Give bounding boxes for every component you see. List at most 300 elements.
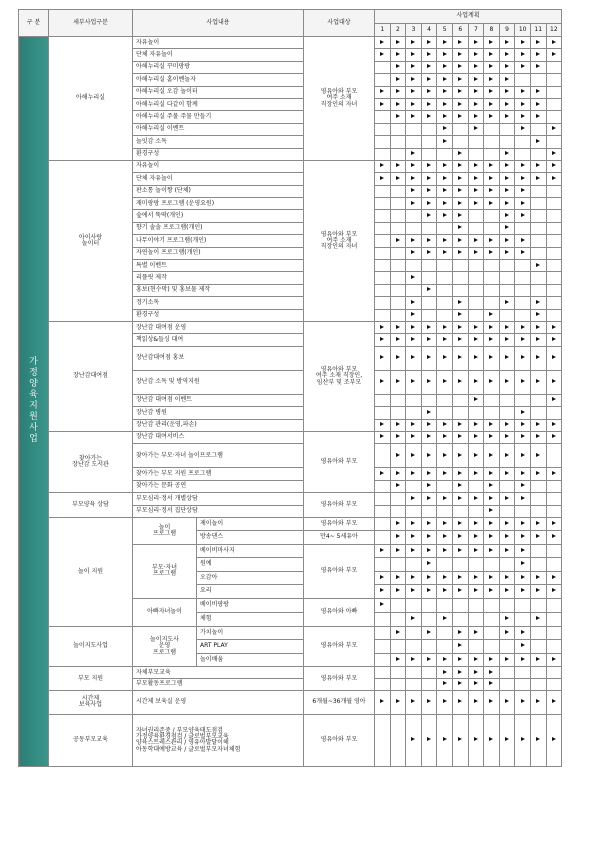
month-cell-4 <box>421 247 437 259</box>
scheduled-marker-icon <box>396 89 400 93</box>
scheduled-marker-icon <box>411 657 415 661</box>
month-cell-10 <box>515 505 531 517</box>
scheduled-marker-icon <box>427 483 431 487</box>
month-cell-9 <box>499 679 515 691</box>
month-cell-6 <box>452 419 468 431</box>
month-cell-1 <box>375 185 391 197</box>
month-cell-8 <box>484 74 500 86</box>
scheduled-marker-icon <box>489 508 493 512</box>
month-cell-2 <box>390 98 406 110</box>
scheduled-marker-icon <box>396 575 400 579</box>
month-cell-5 <box>437 272 453 284</box>
month-cell-7 <box>468 222 484 234</box>
month-cell-3 <box>406 37 422 49</box>
month-cell-9 <box>499 480 515 492</box>
month-cell-2 <box>390 160 406 172</box>
scheduled-marker-icon <box>380 699 384 703</box>
month-cell-10 <box>515 598 531 612</box>
month-cell-12 <box>546 160 562 172</box>
month-cell-8 <box>484 679 500 691</box>
scheduled-marker-icon <box>521 355 525 359</box>
month-cell-10 <box>515 297 531 309</box>
scheduled-marker-icon <box>380 422 384 426</box>
scheduled-marker-icon <box>458 548 462 552</box>
scheduled-marker-icon <box>427 630 431 634</box>
scheduled-marker-icon <box>474 77 478 81</box>
month-cell-11 <box>530 98 546 110</box>
month-cell-11 <box>530 505 546 517</box>
scheduled-marker-icon <box>427 588 431 592</box>
month-cell-8 <box>484 321 500 333</box>
month-cell-8 <box>484 690 500 714</box>
scheduled-marker-icon <box>380 52 384 56</box>
month-cell-3 <box>406 185 422 197</box>
activity-label: 요리 <box>197 585 304 599</box>
scheduled-marker-icon <box>396 77 400 81</box>
scheduled-marker-icon <box>536 657 540 661</box>
month-cell-6 <box>452 558 468 572</box>
month-cell-3 <box>406 679 422 691</box>
month-cell-10 <box>515 370 531 394</box>
month-cell-7 <box>468 297 484 309</box>
month-cell-3 <box>406 370 422 394</box>
month-cell-1 <box>375 626 391 640</box>
scheduled-marker-icon <box>521 588 525 592</box>
month-cell-4 <box>421 480 437 492</box>
scheduled-marker-icon <box>536 300 540 304</box>
month-cell-1 <box>375 531 391 545</box>
month-cell-12 <box>546 309 562 321</box>
month-cell-10 <box>515 334 531 346</box>
scheduled-marker-icon <box>552 699 556 703</box>
business-name: 놀이 지원 <box>49 517 133 626</box>
scheduled-marker-icon <box>521 434 525 438</box>
month-cell-5 <box>437 49 453 61</box>
month-cell-11 <box>530 653 546 667</box>
scheduled-marker-icon <box>505 588 509 592</box>
scheduled-marker-icon <box>443 188 447 192</box>
month-cell-7 <box>468 370 484 394</box>
table-row <box>19 37 562 49</box>
month-cell-7 <box>468 321 484 333</box>
month-cell-4 <box>421 679 437 691</box>
month-cell-5 <box>437 714 453 766</box>
month-cell-5 <box>437 690 453 714</box>
month-header-7: 7 <box>468 24 484 37</box>
month-cell-6 <box>452 626 468 640</box>
month-cell-8 <box>484 309 500 321</box>
month-cell-8 <box>484 585 500 599</box>
scheduled-marker-icon <box>427 287 431 291</box>
month-cell-9 <box>499 690 515 714</box>
month-cell-3 <box>406 210 422 222</box>
category-label-text: 가정양육 지원사업 <box>29 357 38 445</box>
month-cell-4 <box>421 493 437 505</box>
scheduled-marker-icon <box>458 521 462 525</box>
scheduled-marker-icon <box>521 126 525 130</box>
scheduled-marker-icon <box>474 40 478 44</box>
month-cell-8 <box>484 419 500 431</box>
month-cell-2 <box>390 37 406 49</box>
scheduled-marker-icon <box>536 471 540 475</box>
scheduled-marker-icon <box>489 521 493 525</box>
scheduled-marker-icon <box>505 40 509 44</box>
month-cell-4 <box>421 185 437 197</box>
scheduled-marker-icon <box>536 453 540 457</box>
month-cell-7 <box>468 334 484 346</box>
month-cell-12 <box>546 493 562 505</box>
business-name: 시간제 보육사업 <box>49 690 133 714</box>
scheduled-marker-icon <box>380 40 384 44</box>
month-cell-1 <box>375 598 391 612</box>
scheduled-marker-icon <box>411 422 415 426</box>
scheduled-marker-icon <box>505 548 509 552</box>
month-cell-5 <box>437 419 453 431</box>
month-cell-4 <box>421 585 437 599</box>
scheduled-marker-icon <box>489 40 493 44</box>
month-cell-2 <box>390 136 406 148</box>
activity-label: 장난감 병원 <box>133 407 304 419</box>
activity-label: 나무이야기 프로그램(개인) <box>133 235 304 247</box>
month-cell-7 <box>468 505 484 517</box>
scheduled-marker-icon <box>489 89 493 93</box>
month-cell-12 <box>546 558 562 572</box>
month-cell-6 <box>452 571 468 585</box>
month-cell-2 <box>390 480 406 492</box>
activity-label: 제이놀이 <box>197 517 304 531</box>
scheduled-marker-icon <box>521 561 525 565</box>
month-cell-1 <box>375 198 391 210</box>
month-cell-4 <box>421 571 437 585</box>
scheduled-marker-icon <box>536 263 540 267</box>
month-cell-10 <box>515 260 531 272</box>
scheduled-marker-icon <box>474 64 478 68</box>
scheduled-marker-icon <box>427 699 431 703</box>
scheduled-marker-icon <box>411 588 415 592</box>
scheduled-marker-icon <box>427 89 431 93</box>
month-cell-3 <box>406 558 422 572</box>
month-cell-10 <box>515 309 531 321</box>
scheduled-marker-icon <box>411 548 415 552</box>
scheduled-marker-icon <box>443 616 447 620</box>
scheduled-marker-icon <box>536 355 540 359</box>
scheduled-marker-icon <box>458 40 462 44</box>
activity-label: 찾아가는 문화 공연 <box>133 480 304 492</box>
month-cell-9 <box>499 136 515 148</box>
month-cell-1 <box>375 272 391 284</box>
month-cell-3 <box>406 612 422 626</box>
scheduled-marker-icon <box>458 52 462 56</box>
scheduled-marker-icon <box>411 534 415 538</box>
month-cell-11 <box>530 346 546 370</box>
month-cell-12 <box>546 571 562 585</box>
month-cell-8 <box>484 444 500 468</box>
scheduled-marker-icon <box>505 250 509 254</box>
month-cell-1 <box>375 571 391 585</box>
month-cell-2 <box>390 222 406 234</box>
month-cell-3 <box>406 585 422 599</box>
month-cell-3 <box>406 284 422 296</box>
scheduled-marker-icon <box>521 114 525 118</box>
month-cell-7 <box>468 123 484 135</box>
month-cell-1 <box>375 235 391 247</box>
scheduled-marker-icon <box>489 575 493 579</box>
scheduled-marker-icon <box>489 681 493 685</box>
scheduled-marker-icon <box>474 325 478 329</box>
month-cell-10 <box>515 222 531 234</box>
month-cell-12 <box>546 370 562 394</box>
scheduled-marker-icon <box>474 397 478 401</box>
month-cell-8 <box>484 260 500 272</box>
scheduled-marker-icon <box>458 496 462 500</box>
month-cell-10 <box>515 517 531 531</box>
scheduled-marker-icon <box>489 355 493 359</box>
scheduled-marker-icon <box>489 163 493 167</box>
month-cell-3 <box>406 468 422 480</box>
month-cell-5 <box>437 148 453 160</box>
scheduled-marker-icon <box>458 325 462 329</box>
month-cell-6 <box>452 444 468 468</box>
scheduled-marker-icon <box>443 737 447 741</box>
month-cell-3 <box>406 394 422 406</box>
scheduled-marker-icon <box>489 670 493 674</box>
month-cell-2 <box>390 49 406 61</box>
month-cell-11 <box>530 493 546 505</box>
month-cell-2 <box>390 235 406 247</box>
scheduled-marker-icon <box>458 355 462 359</box>
scheduled-marker-icon <box>505 213 509 217</box>
month-cell-6 <box>452 260 468 272</box>
month-cell-1 <box>375 49 391 61</box>
scheduled-marker-icon <box>536 737 540 741</box>
scheduled-marker-icon <box>443 89 447 93</box>
scheduled-marker-icon <box>552 52 556 56</box>
month-cell-1 <box>375 493 391 505</box>
month-cell-12 <box>546 74 562 86</box>
month-cell-8 <box>484 86 500 98</box>
month-cell-6 <box>452 185 468 197</box>
scheduled-marker-icon <box>427 213 431 217</box>
scheduled-marker-icon <box>474 188 478 192</box>
month-cell-12 <box>546 148 562 160</box>
scheduled-marker-icon <box>521 238 525 242</box>
month-cell-11 <box>530 679 546 691</box>
scheduled-marker-icon <box>552 422 556 426</box>
month-cell-3 <box>406 136 422 148</box>
month-cell-9 <box>499 558 515 572</box>
month-cell-7 <box>468 74 484 86</box>
scheduled-marker-icon <box>536 434 540 438</box>
scheduled-marker-icon <box>536 588 540 592</box>
month-cell-6 <box>452 74 468 86</box>
scheduled-marker-icon <box>396 40 400 44</box>
month-cell-10 <box>515 690 531 714</box>
month-cell-7 <box>468 235 484 247</box>
month-cell-9 <box>499 407 515 419</box>
month-cell-5 <box>437 210 453 222</box>
month-cell-8 <box>484 571 500 585</box>
month-cell-12 <box>546 272 562 284</box>
scheduled-marker-icon <box>411 114 415 118</box>
activity-label: 가치놀이 <box>197 626 304 640</box>
month-cell-1 <box>375 679 391 691</box>
scheduled-marker-icon <box>396 337 400 341</box>
month-cell-12 <box>546 235 562 247</box>
month-cell-4 <box>421 272 437 284</box>
scheduled-marker-icon <box>411 64 415 68</box>
month-cell-11 <box>530 49 546 61</box>
scheduled-marker-icon <box>380 548 384 552</box>
common-content: 자녀권리존중 / 부모양육태도점검 가정양육환경점검 / 글로벌부모교육 양육스트레스관리 / 영유아발달이해 아동학대예방교육 / 글로벌부모자녀체험 <box>133 714 304 766</box>
month-cell-6 <box>452 531 468 545</box>
month-header-4: 4 <box>421 24 437 37</box>
month-cell-4 <box>421 173 437 185</box>
month-cell-1 <box>375 640 391 654</box>
scheduled-marker-icon <box>474 681 478 685</box>
month-cell-3 <box>406 309 422 321</box>
month-cell-10 <box>515 173 531 185</box>
scheduled-marker-icon <box>505 521 509 525</box>
month-cell-6 <box>452 173 468 185</box>
scheduled-marker-icon <box>505 64 509 68</box>
activity-label: 책읽상&들싱 대여 <box>133 334 304 346</box>
scheduled-marker-icon <box>443 201 447 205</box>
scheduled-marker-icon <box>536 163 540 167</box>
month-cell-10 <box>515 468 531 480</box>
scheduled-marker-icon <box>521 163 525 167</box>
scheduled-marker-icon <box>427 422 431 426</box>
month-cell-8 <box>484 247 500 259</box>
activity-label: 자유놀이 <box>133 160 304 172</box>
scheduled-marker-icon <box>411 616 415 620</box>
scheduled-marker-icon <box>474 737 478 741</box>
scheduled-marker-icon <box>536 521 540 525</box>
month-cell-8 <box>484 517 500 531</box>
month-cell-3 <box>406 321 422 333</box>
scheduled-marker-icon <box>489 453 493 457</box>
month-cell-5 <box>437 394 453 406</box>
scheduled-marker-icon <box>489 434 493 438</box>
scheduled-marker-icon <box>489 102 493 106</box>
month-cell-11 <box>530 444 546 468</box>
scheduled-marker-icon <box>427 410 431 414</box>
scheduled-marker-icon <box>443 379 447 383</box>
month-cell-12 <box>546 198 562 210</box>
category-label <box>19 37 49 767</box>
month-cell-6 <box>452 690 468 714</box>
month-cell-11 <box>530 235 546 247</box>
scheduled-marker-icon <box>427 40 431 44</box>
month-cell-12 <box>546 531 562 545</box>
month-cell-3 <box>406 160 422 172</box>
month-cell-4 <box>421 612 437 626</box>
scheduled-marker-icon <box>474 453 478 457</box>
scheduled-marker-icon <box>411 188 415 192</box>
month-cell-11 <box>530 148 546 160</box>
month-cell-2 <box>390 284 406 296</box>
scheduled-marker-icon <box>458 188 462 192</box>
month-cell-9 <box>499 531 515 545</box>
month-cell-2 <box>390 531 406 545</box>
month-cell-1 <box>375 61 391 73</box>
scheduled-marker-icon <box>521 40 525 44</box>
month-cell-12 <box>546 61 562 73</box>
scheduled-marker-icon <box>458 225 462 229</box>
month-cell-9 <box>499 612 515 626</box>
scheduled-marker-icon <box>427 548 431 552</box>
scheduled-marker-icon <box>443 471 447 475</box>
scheduled-marker-icon <box>505 163 509 167</box>
month-cell-8 <box>484 160 500 172</box>
scheduled-marker-icon <box>489 77 493 81</box>
month-cell-1 <box>375 86 391 98</box>
scheduled-marker-icon <box>521 64 525 68</box>
month-cell-4 <box>421 210 437 222</box>
month-cell-5 <box>437 98 453 110</box>
month-cell-9 <box>499 111 515 123</box>
month-cell-11 <box>530 247 546 259</box>
month-cell-5 <box>437 517 453 531</box>
month-cell-2 <box>390 714 406 766</box>
month-cell-9 <box>499 37 515 49</box>
month-cell-9 <box>499 148 515 160</box>
scheduled-marker-icon <box>458 300 462 304</box>
scheduled-marker-icon <box>505 422 509 426</box>
scheduled-marker-icon <box>521 699 525 703</box>
month-cell-5 <box>437 160 453 172</box>
activity-label: 부모활동프로그램 <box>133 679 304 691</box>
month-cell-9 <box>499 653 515 667</box>
month-cell-10 <box>515 679 531 691</box>
month-cell-2 <box>390 679 406 691</box>
month-cell-1 <box>375 210 391 222</box>
scheduled-marker-icon <box>458 422 462 426</box>
target-label: 영유아와 부모 <box>304 626 375 667</box>
activity-label: 자연놀이 프로그램(개인) <box>133 247 304 259</box>
month-cell-12 <box>546 297 562 309</box>
month-header-6: 6 <box>452 24 468 37</box>
month-cell-9 <box>499 714 515 766</box>
scheduled-marker-icon <box>552 588 556 592</box>
scheduled-marker-icon <box>443 496 447 500</box>
month-cell-10 <box>515 185 531 197</box>
sub-program-name: 부모·자녀 프로그램 <box>133 544 197 598</box>
scheduled-marker-icon <box>427 561 431 565</box>
month-cell-6 <box>452 394 468 406</box>
month-cell-7 <box>468 198 484 210</box>
business-name: 공동부모교육 <box>49 714 133 766</box>
scheduled-marker-icon <box>474 699 478 703</box>
month-cell-1 <box>375 111 391 123</box>
scheduled-marker-icon <box>505 355 509 359</box>
scheduled-marker-icon <box>521 422 525 426</box>
scheduled-marker-icon <box>536 114 540 118</box>
month-cell-3 <box>406 505 422 517</box>
scheduled-marker-icon <box>552 40 556 44</box>
month-cell-5 <box>437 185 453 197</box>
scheduled-marker-icon <box>443 163 447 167</box>
month-cell-7 <box>468 111 484 123</box>
month-cell-1 <box>375 123 391 135</box>
scheduled-marker-icon <box>552 176 556 180</box>
month-cell-2 <box>390 571 406 585</box>
month-cell-10 <box>515 284 531 296</box>
month-cell-3 <box>406 531 422 545</box>
month-cell-11 <box>530 714 546 766</box>
scheduled-marker-icon <box>427 453 431 457</box>
scheduled-marker-icon <box>411 176 415 180</box>
month-cell-6 <box>452 309 468 321</box>
